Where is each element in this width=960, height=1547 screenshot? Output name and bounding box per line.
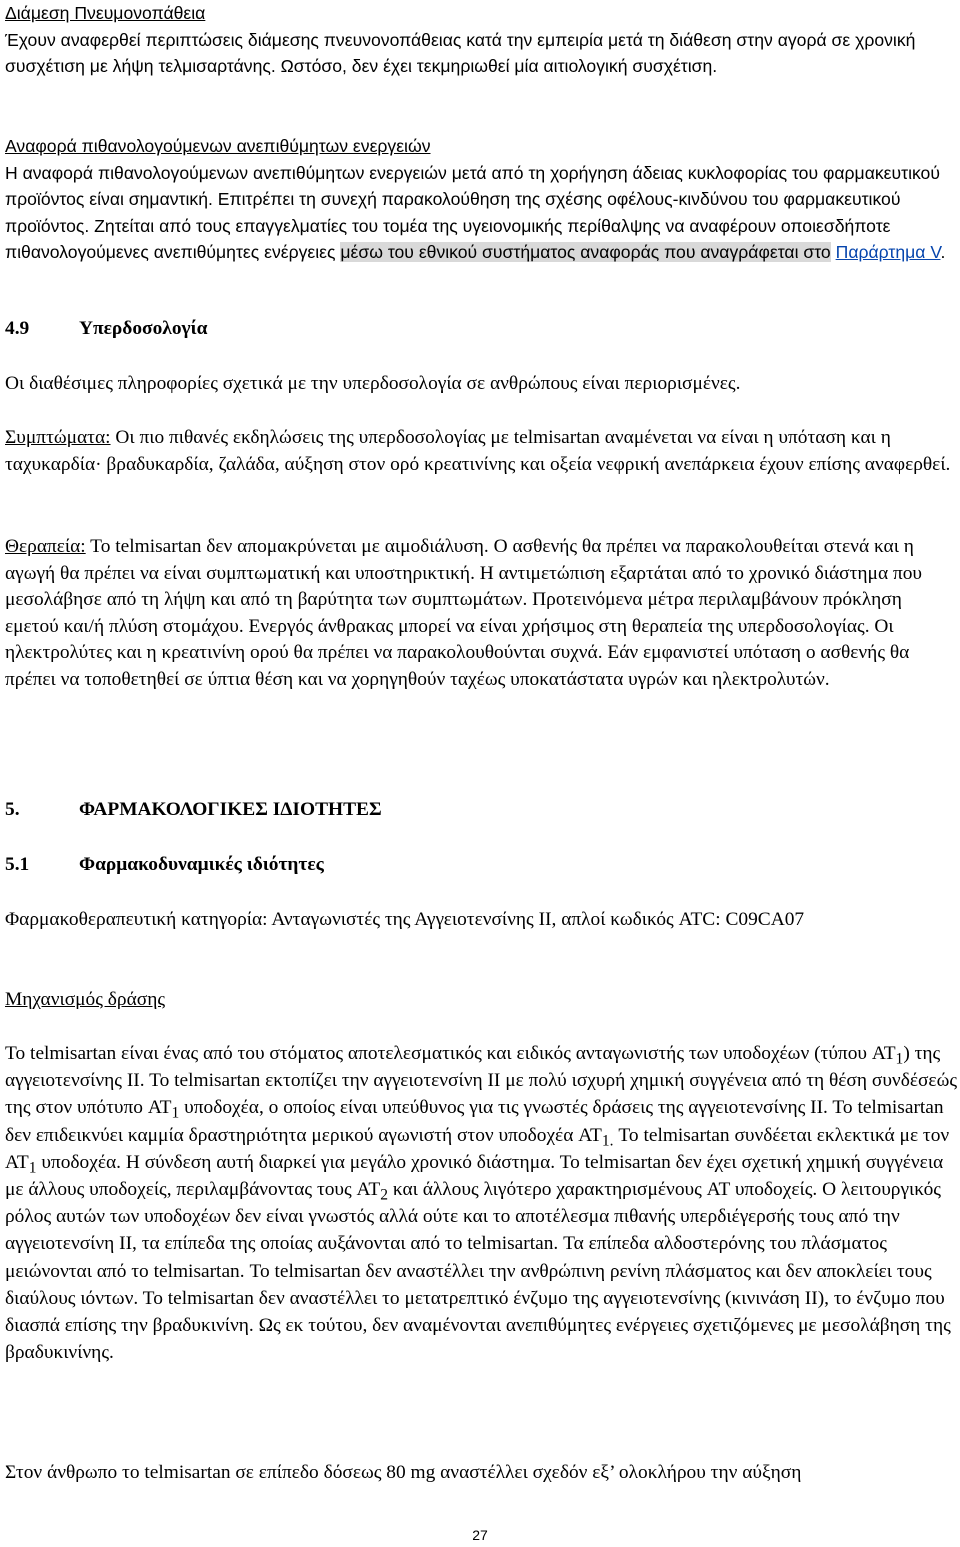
section-5-number: 5. xyxy=(5,799,20,820)
section-51-heading xyxy=(5,854,957,876)
atc-category xyxy=(5,907,957,934)
therapy-paragraph xyxy=(5,534,957,693)
reporting-body: Η αναφορά πιθανολογούμενων ανεπιθύμητων ενεργειών μετά από τη χορήγηση άδειας κυκλοφορίας του φαρμακευτικού προϊόντος είναι σημαντική. Επιτρέπει τη συνεχή παρακολούθηση της σχέσης οφέλους-κινδύνου του φαρμακευτικού προϊόντος. Ζητείται από τους επαγγελματίες του τομέα της υγειονομικής περίθαλψης να αναφέρουν οποιεσδήποτε πιθανολογούμενες ανεπιθύμητες ενέργειες xyxy=(5,162,940,262)
atc-category-text: Φαρμακοθεραπευτική κατηγορία: Ανταγωνιστές της Αγγειοτενσίνης ΙΙ, απλοί κωδικός ATC: C09CA07 xyxy=(5,909,805,930)
therapy-text: Το telmisartan δεν απομακρύνεται με αιμοδιάλυση. Ο ασθενής θα πρέπει να παρακολουθείται στενά και η αγωγή θα πρέπει να είναι συμπτωματική και υποστηρικτική. Η αντιμετώπιση εξαρτάται από το χρονικό διάστημα που μεσολάβησε από τη λήψη και από τη βαρύτητα των συμπτωμάτων. Προτεινόμενα μέτρα περιλαμβάνουν πρόκληση εμετού και/ή πλύση στομάχου. Ενεργός άνθρακας μπορεί να είναι χρήσιμος στη θεραπεία της υπερδοσολογίας. Οι ηλεκτρολύτες και η κρεατινίνη ορού θα πρέπει να παρακολουθούνται συχνά. Εάν εμφανιστεί υπόταση ο ασθενής θα πρέπει να τοποθετηθεί σε ύπτια θέση και να χορηγηθούν ταχέως υποκατάστατα υγρών και ηλεκτρολυτών. xyxy=(5,536,923,690)
overdose-number: 4.9 xyxy=(5,318,30,339)
section-51-number: 5.1 xyxy=(5,854,30,875)
section-5-title: ΦΑΡΜΑΚΟΛΟΓΙΚΕΣ ΙΔΙΟΤΗΤΕΣ xyxy=(79,799,382,820)
mechanism-heading xyxy=(5,987,957,1014)
mechanism-title: Μηχανισμός δράσης xyxy=(5,989,166,1010)
mechanism-text-5: υποδοχέα. Η σύνδεση αυτή διαρκεί για μεγάλο χρονικό διάστημα. Το telmisartan δεν έχει σχετική χημική συγγένεια με άλλους υποδοχείς, περιλαμβάνοντας τους AT xyxy=(5,1151,944,1201)
therapy-label: Θεραπεία: xyxy=(5,536,86,557)
overdose-title: Υπερδοσολογία xyxy=(79,318,208,339)
mechanism-text-3: υποδοχέα, ο οποίος είναι υπεύθυνος για τις γνωστές δράσεις της αγγειοτενσίνης ΙΙ. Το telmisartan δεν επιδεικνύει καμμία δραστηριότητα μερικού αγωνιστή στον υποδοχέα AT xyxy=(5,1097,944,1146)
subscript-5: 2 xyxy=(380,1186,389,1204)
mechanism-text-1: Το telmisartan είναι ένας από του στόματος αποτελεσματικός και ειδικός ανταγωνιστής των υποδοχέων (τύπου AT xyxy=(5,1043,896,1064)
reporting-text xyxy=(5,160,957,266)
subscript-1: 1 xyxy=(895,1050,904,1068)
overdose-heading xyxy=(5,318,957,340)
interstitial-title: Διάμεση Πνευμονοπάθεια xyxy=(5,3,206,23)
section-5-heading xyxy=(5,799,957,821)
overdose-intro-text: Οι διαθέσιμες πληροφορίες σχετικά με την υπερδοσολογία σε ανθρώπους είναι περιορισμένες. xyxy=(5,373,741,394)
mechanism-text-4: Το telmisartan συνδέεται εκλεκτικά με τον AT xyxy=(5,1124,950,1173)
last-paragraph xyxy=(5,1460,957,1487)
annex-v-link[interactable]: Παράρτημα V xyxy=(835,242,941,262)
mechanism-paragraph xyxy=(5,1040,957,1366)
symptoms-text: Οι πιο πιθανές εκδηλώσεις της υπερδοσολογίας με telmisartan αναμένεται να είναι η υπόταση και η ταχυκαρδία· βραδυκαρδία, ζαλάδα, αύξηση στον ορό κρεατινίνης και οξεία νεφρική ανεπάρκεια έχουν επίσης αναφερθεί. xyxy=(5,427,951,475)
reporting-title: Αναφορά πιθανολογούμενων ανεπιθύμητων ενεργειών xyxy=(5,136,431,156)
reporting-highlight: μέσω του εθνικού συστήματος αναφοράς που αναγράφεται στο xyxy=(340,242,831,262)
symptoms-label: Συμπτώματα: xyxy=(5,427,111,448)
subscript-3: 1. xyxy=(601,1132,614,1150)
interstitial-section xyxy=(5,0,957,80)
mechanism-text-2: ) της αγγειοτενσίνης ΙΙ. Το telmisartan εκτοπίζει την αγγειοτενσίνη ΙΙ με πολύ ισχυρή χημική συγγένεια από τη θέση συνδέσεώς της στον υπότυπο AT xyxy=(5,1043,958,1119)
page-number: 27 xyxy=(472,1527,488,1543)
subscript-2: 1 xyxy=(171,1105,180,1123)
overdose-intro xyxy=(5,371,957,398)
reporting-section xyxy=(5,133,957,266)
subscript-4: 1 xyxy=(28,1159,37,1177)
interstitial-text: Έχουν αναφερθεί περιπτώσεις διάμεσης πνευνονοπάθειας κατά την εμπειρία μετά τη διάθεση στην αγορά σε χρονική συσχέτιση με λήψη τελμισαρτάνης. Ωστόσο, δεν έχει τεκμηριωθεί μία αιτιολογική συσχέτιση. xyxy=(5,29,916,76)
section-51-title: Φαρμακοδυναμικές ιδιότητες xyxy=(79,854,324,875)
reporting-end: . xyxy=(940,242,946,262)
last-paragraph-text: Στον άνθρωπο το telmisartan σε επίπεδο δόσεως 80 mg αναστέλλει σχεδόν εξ’ ολοκλήρου την αύξηση xyxy=(5,1462,802,1483)
mechanism-text-6: και άλλους λιγότερο χαρακτηρισμένους AT υποδοχείς. Ο λειτουργικός ρόλος αυτών των υποδοχέων δεν είναι γνωστός αλλά ούτε και το αποτέλεσμα πιθανής υπερδιέγερσής τους από την αγγειοτενσίνη ΙΙ, τα επίπεδα της οποίας αυξάνονται από το telmisartan. Τα επίπεδα αλδοστερόνης του πλάσματος μειώνονται από το telmisartan. Το telmisartan δεν αναστέλλει την ανθρώπινη ρενίνη πλάσματος και δεν αποκλείει τους διαύλους ιόντων. Το telmisartan δεν αναστέλλει το μετατρεπτικό ένζυμο της αγγειοτενσίνης (κινινάση ΙΙ), το ένζυμο που διασπά επίσης την βραδυκινίνη. Ως εκ τούτου, δεν αναμένονται ανεπιθύμητες ενέργειες σχετιζόμενες με μεσολάβηση της βραδυκινίνης. xyxy=(5,1179,951,1364)
symptoms-paragraph xyxy=(5,425,957,478)
